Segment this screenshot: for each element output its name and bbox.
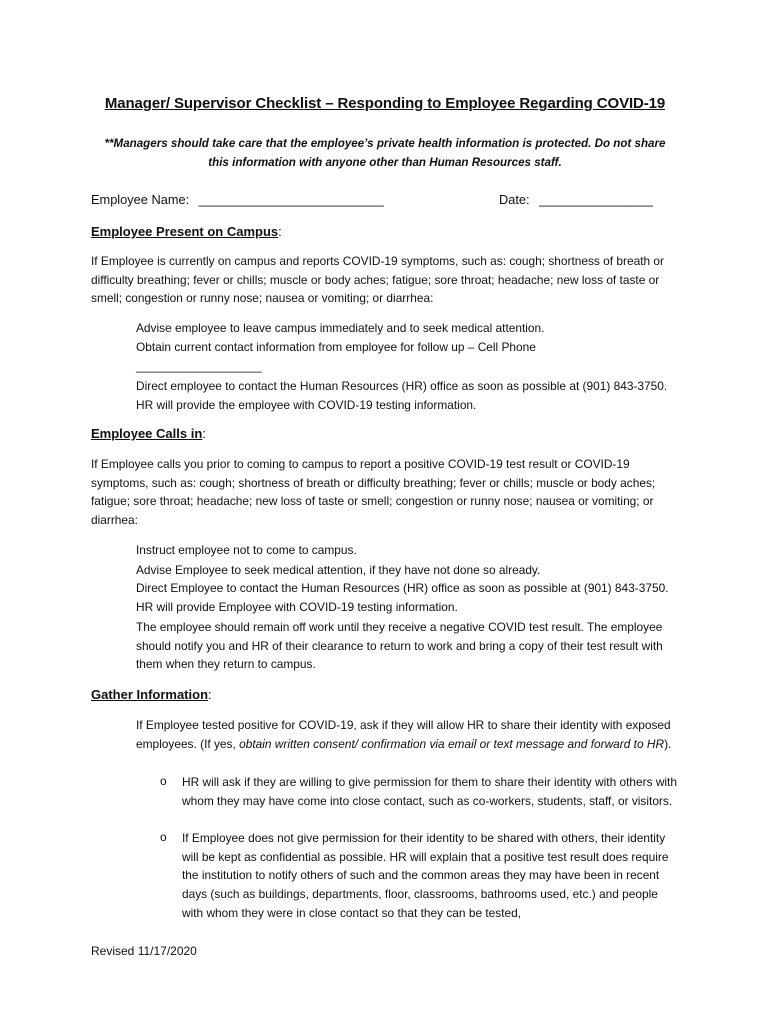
gather-info-intro-italic: obtain written consent/ confirmation via email or text message and forward to HR — [239, 736, 665, 751]
privacy-warning: **Managers should take care that the employee’s private health information is protected. Do not share this information with anyone other than Human Resources staff. — [104, 137, 666, 169]
section-present-item: Advise employee to leave campus immediately and to seek medical attention. — [136, 321, 545, 335]
section-calls-in-item: Instruct employee not to come to campus. — [136, 543, 357, 557]
section-calls-in-item: Advise Employee to seek medical attention, if they have not done so already. — [136, 563, 541, 577]
section-heading-present-text: Employee Present on Campus — [91, 224, 279, 239]
heading-colon: : — [278, 224, 282, 239]
date-label: Date: — [499, 192, 530, 207]
section-calls-in-intro: If Employee calls you prior to coming to campus to report a positive COVID-19 test result or COVID-19 symptoms, such as: cough; shortness of breath or difficulty breathing; fever or chills; muscle or body aches; fatigue; sore throat; headache; new loss of taste or smell; congestion or runny nose; nausea or vomiting; or diarrhea: — [91, 457, 656, 528]
gather-info-bullet-item: HR will ask if they are willing to give permission for them to share their identity with others with whom they may have come into close contact, such as co-workers, students, staff, or visitors. — [182, 775, 677, 808]
employee-name-field — [91, 192, 384, 207]
gather-info-intro — [136, 716, 681, 753]
section-present-intro: If Employee is currently on campus and reports COVID-19 symptoms, such as: cough; shortness of breath or difficulty breathing; fever or chills; muscle or body aches; fatigue; sore throat; headache; new loss of taste or smell; congestion or runny nose; nausea or vomiting; or diarrhea: — [91, 254, 664, 306]
gather-info-intro-text: If Employee tested positive for COVID-19, ask if they will allow HR to share their identity with exposed employees. (If yes, — [136, 718, 671, 751]
section-heading-gather-info — [91, 687, 212, 702]
section-heading-present — [91, 224, 282, 239]
section-heading-calls-in-text: Employee Calls in — [91, 426, 203, 441]
section-calls-in-item: Direct Employee to contact the Human Resources (HR) office as soon as possible at (901) 843-3750. HR will provide Employee with COVID-19 testing information. — [136, 581, 669, 614]
section-heading-gather-info-text: Gather Information — [91, 687, 209, 702]
section-present-item: Obtain current contact information from employee for follow up – Cell Phone ___________________ — [136, 340, 536, 373]
hollow-bullet-icon: o — [160, 830, 167, 844]
section-heading-calls-in — [91, 426, 206, 441]
date-field — [499, 192, 653, 207]
hollow-bullet-icon: o — [160, 774, 167, 788]
date-blank: ________________ — [539, 192, 654, 207]
employee-name-blank: __________________________ — [198, 192, 384, 207]
gather-info-intro-end: ). — [664, 736, 672, 751]
employee-name-label: Employee Name: — [91, 192, 190, 207]
heading-colon: : — [202, 426, 206, 441]
heading-colon: : — [208, 687, 212, 702]
gather-info-bullet-item: If Employee does not give permission for their identity to be shared with others, their identity will be kept as confidential as possible. HR will explain that a positive test result does require the institution to notify others of such and the common areas they may have been in recent days (such as buildings, departments, floor, classrooms, bathrooms used, etc.) and people with whom they were in close contact so that they can be tested, — [182, 831, 669, 920]
page-title: Manager/ Supervisor Checklist – Responding to Employee Regarding COVID-19 — [104, 95, 666, 112]
revision-date: Revised 11/17/2020 — [91, 944, 197, 958]
section-present-item: Direct employee to contact the Human Resources (HR) office as soon as possible at (901) 843-3750. HR will provide the employee with COVID-19 testing information. — [136, 379, 668, 412]
section-calls-in-item: The employee should remain off work until they receive a negative COVID test result. The employee should notify you and HR of their clearance to return to work and bring a copy of their test result with them when they return to campus. — [136, 620, 663, 672]
